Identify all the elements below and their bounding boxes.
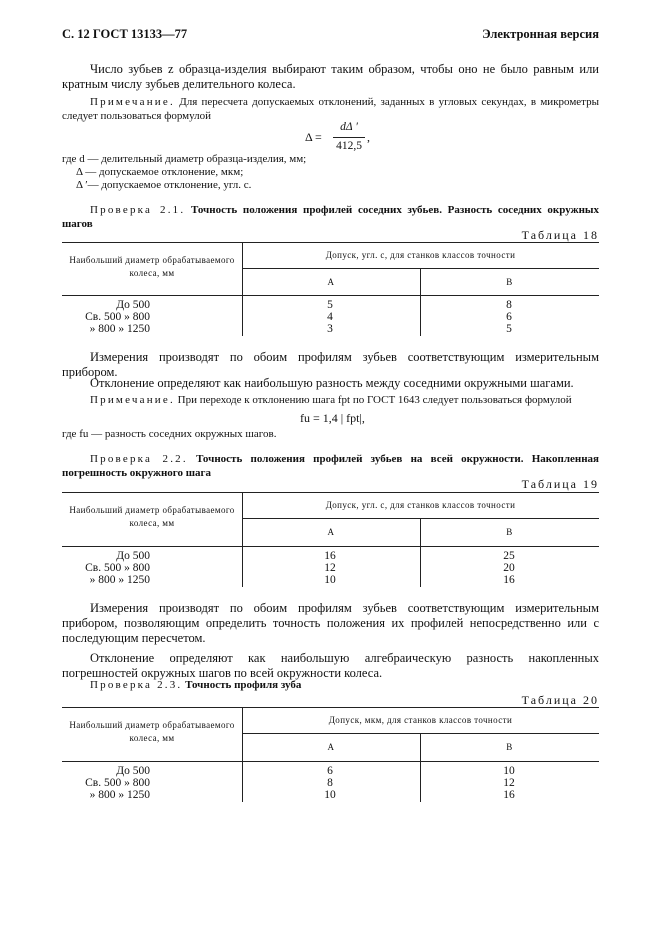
table18-header-rule — [62, 295, 599, 296]
table19-B-1: 25 — [503, 550, 515, 562]
table18-group-header: Допуск, угл. с, для станков классов точности — [325, 250, 516, 260]
sec22-heading — [62, 452, 599, 480]
table20-row-1-label: До 500 — [116, 765, 150, 777]
table19-row-2-label: Св. 500 » 800 — [85, 562, 150, 574]
sec22-title: Точность положения профилей зубьев на всей окружности. Накопленная погрешность окружного шага — [62, 453, 600, 479]
sec23-label: Проверка 2.3. — [90, 679, 183, 691]
table20-header-rule — [62, 761, 599, 762]
sec21-title: Точность положения профилей соседних зубьев. Разность соседних окружных шагов — [62, 204, 599, 230]
sec21-paragraph-2: Отклонение определяют как наибольшую разность между соседними окружными шагами. — [90, 376, 574, 390]
sec21-paragraph-1: Измерения производят по обоим профилям зубьев соответствующим измерительным прибором. — [62, 350, 599, 379]
table20-B-1: 10 — [503, 765, 515, 777]
sec21-label: Проверка 2.1. — [90, 204, 186, 216]
table18-A-2: 4 — [327, 311, 333, 323]
sec22-paragraph-1: Измерения производят по обоим профилям зубьев соответствующим измерительным прибором, позволяющим определить точность положения их профилей непосредственно или с последующим пересчетом. — [62, 601, 599, 645]
table19-A-3: 10 — [324, 574, 336, 586]
table18-colA-header: А — [327, 277, 335, 287]
intro-where-1: где d — делительный диаметр образца-изделия, мм; — [62, 153, 307, 165]
table18-B-1: 8 — [506, 299, 512, 311]
table20-A-2: 8 — [327, 777, 333, 789]
sec22-paragraph-2: Отклонение определяют как наибольшую алгебраическую разность накопленных погрешностей окружных шагов по всей окружности колеса. — [62, 651, 599, 680]
formula-numerator: dΔ ′ — [340, 121, 358, 133]
table18-top-rule — [62, 242, 599, 243]
table19-caption: Таблица 19 — [521, 477, 599, 491]
table19-colA-header: А — [327, 527, 335, 537]
formula-fraction-bar — [333, 137, 365, 138]
table19-group-header: Допуск, угл. с, для станков классов точности — [325, 500, 516, 510]
sec23-title: Точность профиля зуба — [185, 679, 302, 691]
table20-col1-header: Наибольший диаметр обрабатываемого колеса, мм — [69, 720, 235, 743]
table20-row-3-label: » 800 » 1250 — [89, 789, 150, 801]
table18-B-2: 6 — [506, 311, 512, 323]
sec21-formula: fu = 1,4 | fpt|, — [300, 411, 365, 425]
sec21-note-text: При переходе к отклонению шага fpt по ГОСТ 1643 следует пользоваться формулой — [177, 394, 572, 406]
header-left: С. 12 ГОСТ 13133—77 — [62, 27, 188, 41]
sec21-heading — [62, 203, 599, 231]
sec21-note-label: Примечание. — [90, 394, 175, 406]
table20-B-3: 16 — [503, 789, 515, 801]
page-header — [62, 27, 599, 43]
table18-A-3: 3 — [327, 323, 333, 335]
sec21-where: где fu — разность соседних окружных шагов. — [62, 428, 277, 440]
sec22-label: Проверка 2.2. — [90, 453, 188, 465]
table18-row-1-label: До 500 — [116, 299, 150, 311]
note-label: Примечание. — [90, 96, 175, 108]
table20-top-rule — [62, 707, 599, 708]
table18-colB-header: В — [506, 277, 513, 287]
intro-where-3: Δ ′— допускаемое отклонение, угл. с. — [76, 179, 252, 191]
table19-header-rule — [62, 546, 599, 547]
table20-colB-header: В — [506, 742, 513, 752]
sec21-note — [62, 393, 599, 408]
table20-A-3: 10 — [324, 789, 336, 801]
table19-row-3-label: » 800 » 1250 — [89, 574, 150, 586]
intro-note — [62, 95, 599, 123]
table19-B-3: 16 — [503, 574, 515, 586]
table18-col1-header: Наибольший диаметр обрабатываемого колеса, мм — [69, 255, 235, 278]
table18-caption: Таблица 18 — [521, 228, 599, 242]
table20-A-1: 6 — [327, 765, 333, 777]
table20-B-2: 12 — [503, 777, 515, 789]
intro-paragraph: Число зубьев z образца-изделия выбирают таким образом, чтобы оно не было равным или кратным числу зубьев делительного колеса. — [62, 62, 599, 91]
table18-B-3: 5 — [506, 323, 512, 335]
table19-row-1-label: До 500 — [116, 550, 150, 562]
header-right: Электронная версия — [482, 27, 599, 41]
table20-group-header: Допуск, мкм, для станков классов точности — [328, 715, 513, 725]
formula-tail: , — [367, 130, 370, 144]
table18-row-3-label: » 800 » 1250 — [89, 323, 150, 335]
table18-row-2-label: Св. 500 » 800 — [85, 311, 150, 323]
table19-col1-header: Наибольший диаметр обрабатываемого колеса, мм — [69, 505, 235, 528]
note-text: Для пересчета допускаемых отклонений, заданных в угловых секундах, в микрометры следует пользоваться формулой — [62, 96, 600, 122]
formula-denominator: 412,5 — [336, 140, 362, 152]
table19-B-2: 20 — [503, 562, 515, 574]
formula-lhs: Δ = — [305, 130, 322, 144]
table18-A-1: 5 — [327, 299, 333, 311]
table20-row-2-label: Св. 500 » 800 — [85, 777, 150, 789]
sec23-heading — [62, 678, 599, 693]
table20-caption: Таблица 20 — [521, 693, 599, 707]
table19-A-1: 16 — [324, 550, 336, 562]
table19-colB-header: В — [506, 527, 513, 537]
intro-where-2: Δ — допускаемое отклонение, мкм; — [76, 166, 244, 178]
table19-A-2: 12 — [324, 562, 336, 574]
table20-colA-header: А — [327, 742, 335, 752]
table19-top-rule — [62, 492, 599, 493]
